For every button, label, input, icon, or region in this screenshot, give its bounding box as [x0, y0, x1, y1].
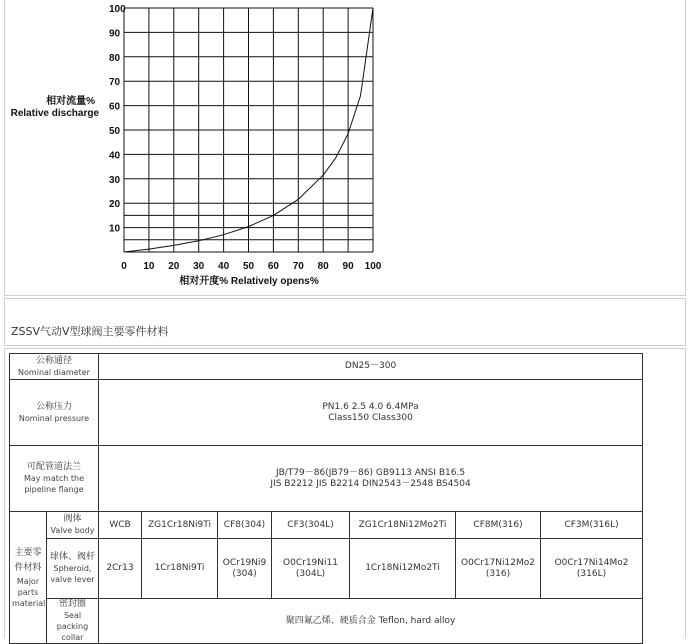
spheroid-label: 球体、阀杆 Spheroid, valve lever: [47, 539, 99, 599]
spheroid-material: 1Cr18Ni9Ti: [142, 539, 218, 599]
y-tick-label: 80: [109, 52, 121, 64]
major-parts-label: 主要零件材料 Major parts material: [10, 512, 47, 644]
x-tick-label: 70: [292, 261, 304, 272]
spheroid-material: O0Cr17Ni12Mo2 (316): [456, 539, 541, 599]
valve-body-material: CF8M(316): [456, 512, 541, 539]
x-tick-label: 30: [193, 261, 205, 272]
valve-body-material: ZG1Cr18Ni12Mo2Ti: [350, 512, 456, 539]
table-caption: ZSSV气动V型球阀主要零件材料: [11, 325, 169, 338]
x-tick-label: 60: [267, 261, 279, 272]
table-row: [10, 599, 643, 644]
y-tick-label: 60: [109, 101, 121, 113]
seal-packing-label: 密封圈 Seal packing collar: [47, 599, 99, 644]
valve-body-material: CF3(304L): [272, 512, 350, 539]
y-tick-label: 70: [109, 77, 121, 89]
x-tick-label: 100: [364, 261, 382, 272]
y-tick-label: 30: [109, 174, 121, 186]
spheroid-material: OCr19Ni9 (304): [218, 539, 272, 599]
y-axis-label-en: Relative discharge: [10, 108, 99, 119]
parts-material-table: [9, 353, 643, 644]
valve-body-material: WCB: [99, 512, 142, 539]
chart-panel: [4, 0, 686, 296]
table-row: [10, 380, 643, 446]
y-tick-label: 90: [109, 28, 121, 40]
y-tick-label: 50: [109, 126, 121, 137]
table-row: [10, 512, 643, 539]
valve-body-label: 阀体 Valve body: [47, 512, 99, 539]
table-row: [10, 354, 643, 380]
x-axis-label: 相对开度% Relatively opens%: [179, 276, 319, 287]
pipeline-flange-value: JB/T79－86(JB79－86) GB9113 ANSI B16.5 JIS B2212 JIS B2214 DIN2543－2548 BS4504: [99, 446, 643, 512]
x-tick-label: 10: [143, 261, 155, 272]
valve-body-material: ZG1Cr18Ni9Ti: [142, 512, 218, 539]
nominal-pressure-value: PN1.6 2.5 4.0 6.4MPa Class150 Class300: [99, 380, 643, 446]
flow-characteristic-chart: [5, 0, 685, 296]
spheroid-material: 1Cr18Ni12Mo2Ti: [350, 539, 456, 599]
chart-grid: [124, 8, 373, 252]
spheroid-material: 2Cr13: [99, 539, 142, 599]
seal-packing-material: 聚四氟乙烯、硬质合金 Teflon, hard alloy: [99, 599, 643, 644]
chart-ticks: [109, 4, 382, 272]
y-tick-label: 10: [109, 223, 121, 235]
table-panel: [4, 348, 686, 642]
spheroid-material: O0Cr19Ni11 (304L): [272, 539, 350, 599]
nominal-diameter-value: DN25－300: [99, 354, 643, 380]
x-tick-label: 0: [121, 261, 127, 272]
x-tick-label: 80: [317, 261, 329, 272]
spheroid-material: O0Cr17Ni14Mo2 (316L): [541, 539, 643, 599]
nominal-pressure-label: 公称压力 Nominal pressure: [10, 380, 99, 446]
pipeline-flange-label: 可配管道法兰 May match the pipeline flange: [10, 446, 99, 512]
caption-panel: [4, 298, 686, 346]
valve-body-material: CF8(304): [218, 512, 272, 539]
table-row: [10, 539, 643, 599]
x-tick-label: 90: [342, 261, 354, 272]
x-tick-label: 20: [168, 261, 180, 272]
x-tick-label: 40: [218, 261, 230, 272]
y-tick-label: 100: [109, 4, 126, 15]
x-tick-label: 50: [242, 261, 255, 272]
y-tick-label: 40: [109, 150, 121, 162]
y-tick-label: 20: [109, 199, 121, 211]
nominal-diameter-label: 公称通径 Nominal diameter: [10, 354, 99, 380]
y-axis-label-cn: 相对流量%: [46, 96, 95, 107]
valve-body-material: CF3M(316L): [541, 512, 643, 539]
table-row: [10, 446, 643, 512]
